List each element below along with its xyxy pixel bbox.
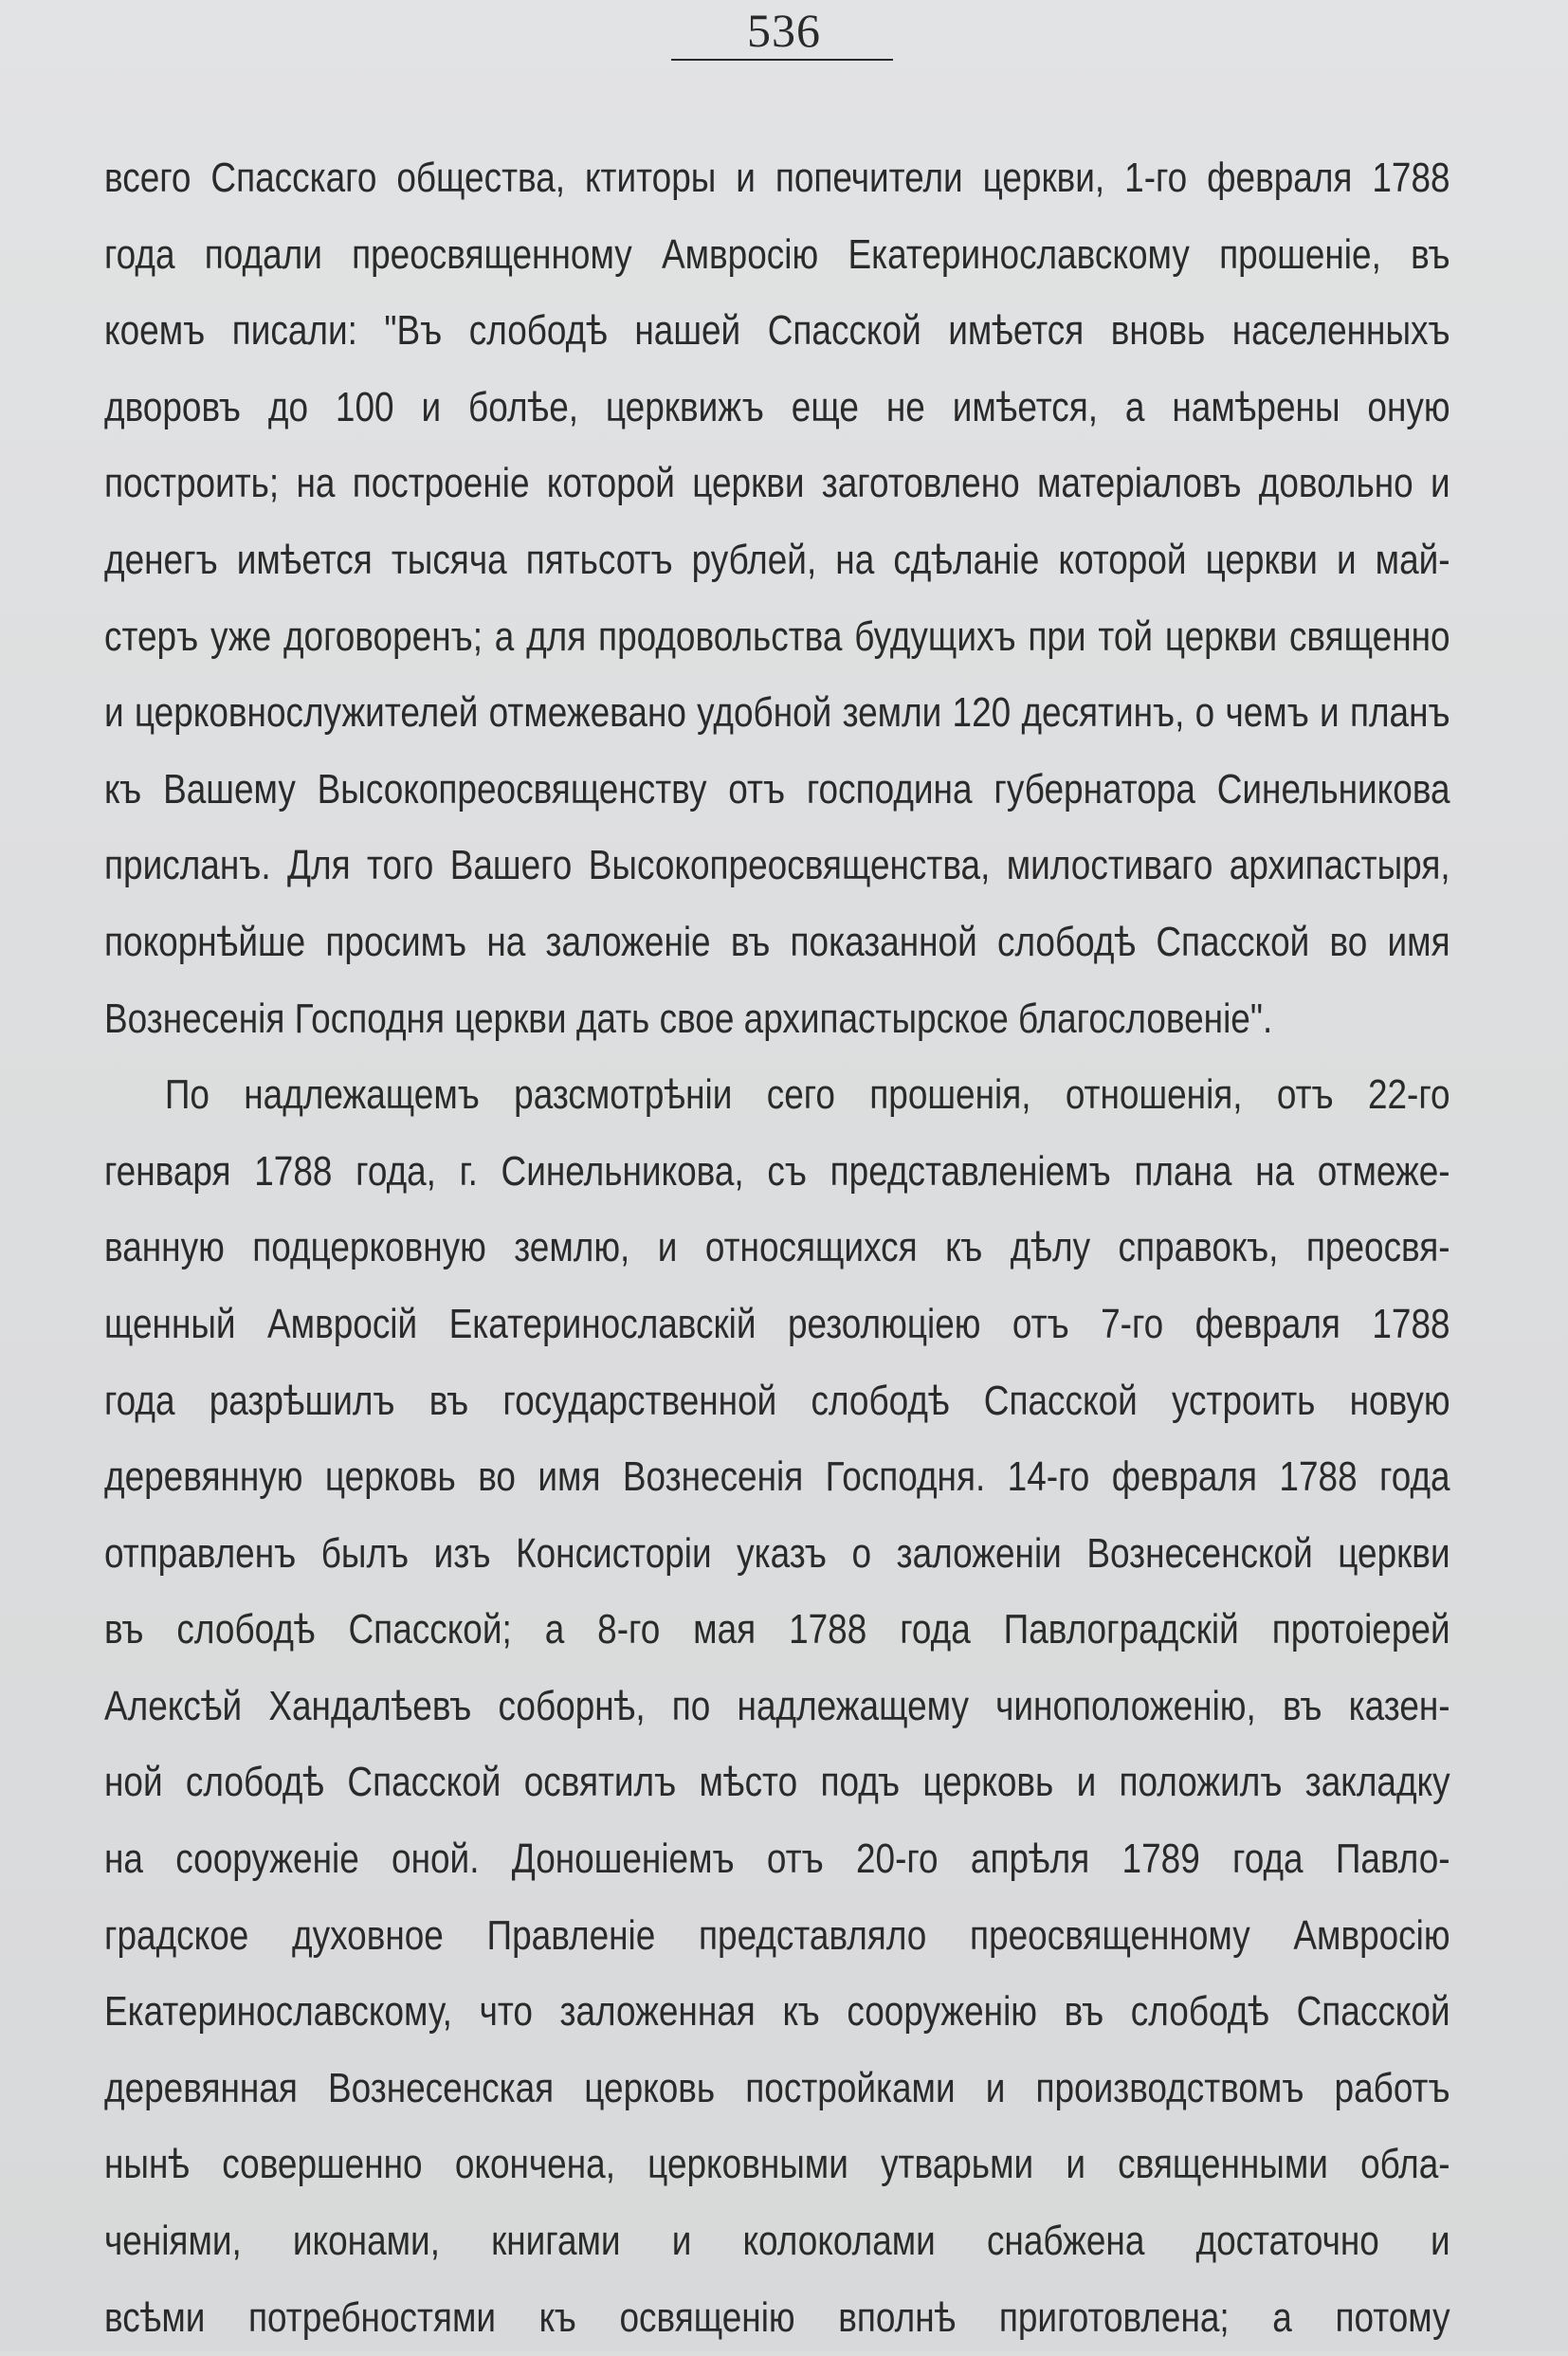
text-line: ченіями, иконами, книгами и колоколами снабжена достаточно и xyxy=(104,2218,1450,2265)
text-line: нынѣ совершенно окончена, церковными утварьми и священными обла- xyxy=(104,2141,1450,2188)
text-line: и церковнослужителей отмежевано удобной земли 120 десятинъ, о чемъ и планъ xyxy=(104,689,1450,737)
text-line: дворовъ до 100 и болѣе, церквижъ еще не имѣется, а намѣрены оную xyxy=(104,383,1450,430)
text-line: на сооруженіе оной. Доношеніемъ отъ 20-го апрѣля 1789 года Павло- xyxy=(104,1835,1450,1883)
text-line: Алексѣй Хандалѣевъ соборнѣ, по надлежащему чиноположенію, въ казен- xyxy=(104,1682,1450,1729)
text-line: градское духовное Правленіе представляло преосвященному Амвросію xyxy=(104,1911,1450,1959)
text-line: коемъ писали: "Въ слободѣ нашей Спасской имѣется вновь населенныхъ xyxy=(104,307,1450,355)
page-number: 536 xyxy=(747,4,821,57)
text-line: ной слободѣ Спасской освятилъ мѣсто подъ церковь и положилъ закладку xyxy=(104,1759,1450,1806)
text-line: щенный Амвросій Екатеринославскій резолюціею отъ 7-го февраля 1788 xyxy=(104,1300,1450,1347)
paragraph-end-line: Вознесенія Господня церкви дать свое архипастырское благословеніе". xyxy=(104,995,1273,1042)
text-line: деревянная Вознесенская церковь постройками и производствомъ работъ xyxy=(104,2064,1450,2111)
text-line: построить; на построеніе которой церкви заготовлено матеріаловъ довольно и xyxy=(104,460,1450,507)
text-line: всего Спасскаго общества, ктиторы и попечители церкви, 1-го февраля 1788 xyxy=(104,155,1450,201)
paragraph-start-line: По надлежащемъ разсмотрѣніи сего прошенія, отношенія, отъ 22-го xyxy=(164,1071,1450,1119)
text-line: денегъ имѣется тысяча пятьсотъ рублей, на сдѣланіе которой церкви и май- xyxy=(104,536,1450,583)
text-line: въ слободѣ Спасской; а 8-го мая 1788 года Павлоградскій протоіерей xyxy=(104,1606,1450,1653)
text-line: стеръ уже договоренъ; а для продовольства будущихъ при той церкви священно xyxy=(104,612,1450,660)
text-line: присланъ. Для того Вашего Высокопреосвященства, милостиваго архипастыря, xyxy=(104,842,1450,889)
text-line: года разрѣшилъ въ государственной слободѣ Спасской устроить новую xyxy=(104,1377,1450,1424)
text-line: генваря 1788 года, г. Синельникова, съ представленіемъ плана на отмеже- xyxy=(104,1147,1450,1195)
text-line: года подали преосвященному Амвросію Екатеринославскому прошеніе, въ xyxy=(104,230,1450,278)
page-number-underline xyxy=(671,59,893,61)
text-line: отправленъ былъ изъ Консисторіи указъ о заложеніи Вознесенской церкви xyxy=(104,1529,1450,1577)
text-line: ванную подцерковную землю, и относящихся къ дѣлу справокъ, преосвя- xyxy=(104,1224,1450,1271)
text-line: къ Вашему Высокопреосвященству отъ господина губернатора Синельникова xyxy=(104,765,1450,813)
text-line: Екатеринославскому, что заложенная къ сооруженію въ слободѣ Спасской xyxy=(104,1988,1450,2036)
text-line: деревянную церковь во имя Вознесенія Господня. 14-го февраля 1788 года xyxy=(104,1453,1450,1501)
body-text xyxy=(104,140,1450,2356)
text-line: всѣми потребностями къ освященію вполнѣ приготовлена; а потому xyxy=(104,2293,1450,2341)
text-line: покорнѣйше просимъ на заложеніе въ показанной слободѣ Спасской во имя xyxy=(104,918,1450,965)
